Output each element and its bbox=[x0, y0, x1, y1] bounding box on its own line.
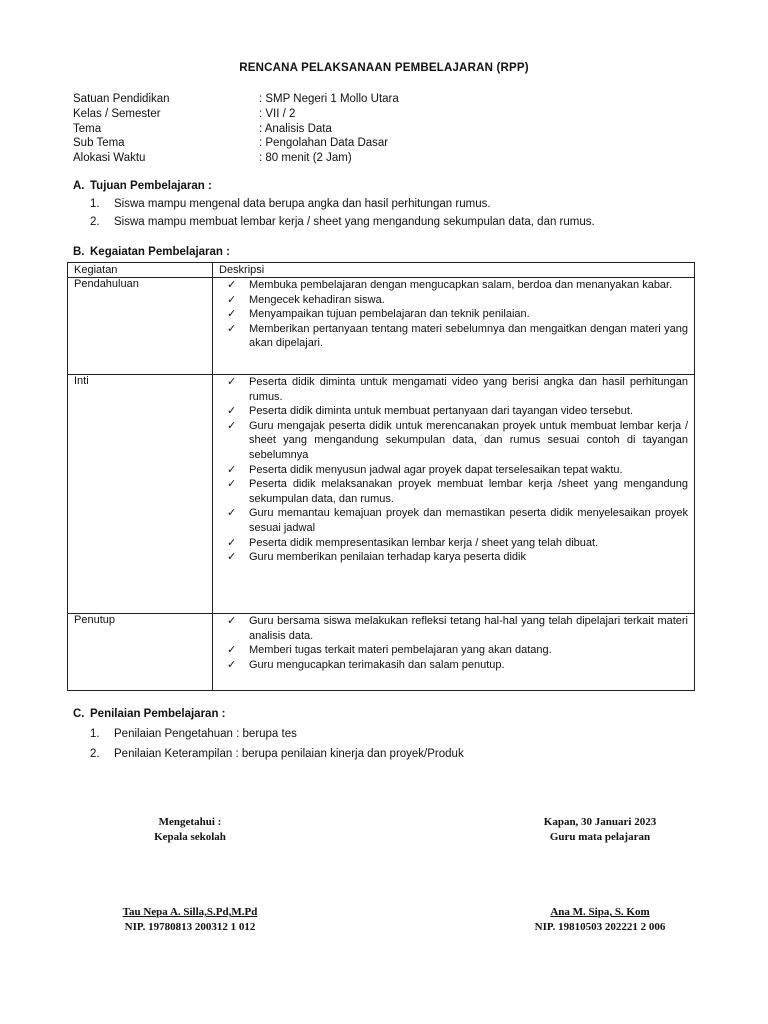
item-text: Peserta didik diminta untuk membuat pertanyaan dari tayangan video tersebut. bbox=[249, 405, 634, 418]
section-title: Kegaiatan Pembelajaran : bbox=[90, 246, 230, 258]
checkmark-icon: ✓ bbox=[227, 550, 237, 564]
item-number: 2. bbox=[90, 216, 100, 228]
section-title: Penilaian Pembelajaran : bbox=[90, 708, 226, 720]
list-item bbox=[219, 643, 688, 658]
section-title: Tujuan Pembelajaran : bbox=[90, 180, 212, 192]
identity-row bbox=[73, 107, 713, 122]
identity-row bbox=[73, 122, 713, 137]
section-b-heading bbox=[73, 246, 230, 258]
table-header-row bbox=[68, 263, 695, 278]
checkmark-icon: ✓ bbox=[227, 278, 237, 291]
list-item bbox=[219, 506, 688, 535]
item-number: 1. bbox=[90, 728, 100, 740]
signature-right-header bbox=[490, 815, 710, 845]
item-text: Memberi tugas terkait materi pembelajaran yang akan datang. bbox=[249, 644, 552, 657]
identity-label: Tema bbox=[73, 122, 102, 135]
item-text: Siswa mampu mengenal data berupa angka dan hasil perhitungan rumus. bbox=[114, 198, 491, 210]
identity-value: : SMP Negeri 1 Mollo Utara bbox=[259, 93, 399, 105]
identity-value: : 80 menit (2 Jam) bbox=[259, 152, 352, 165]
item-text: Peserta didik mempresentasikan lembar kerja / sheet yang telah dibuat. bbox=[249, 536, 599, 549]
checkmark-icon: ✓ bbox=[227, 477, 237, 491]
item-text: Peserta didik diminta untuk mengamati video yang berisi angka dan hasil perhitungan rumus. bbox=[249, 376, 688, 403]
document-title: RENCANA PELAKSANAAN PEMBELAJARAN (RPP) bbox=[239, 62, 529, 74]
checkmark-icon: ✓ bbox=[227, 418, 237, 432]
item-text: Menyampaikan tujuan pembelajaran dan teknik penilaian. bbox=[249, 308, 530, 321]
item-text: Memberikan pertanyaan tentang materi sebelumnya dan mengaitkan dengan materi yang akan dipelajari. bbox=[249, 322, 688, 350]
item-text: Guru mengucapkan terimakasih dan salam penutup. bbox=[249, 658, 505, 671]
signature-left-header bbox=[90, 815, 290, 845]
list-item bbox=[219, 463, 688, 478]
item-text: Penilaian Keterampilan : berupa penilaian kinerja dan proyek/Produk bbox=[114, 748, 464, 760]
column-header: Kegiatan bbox=[68, 263, 213, 278]
identity-label: Kelas / Semester bbox=[73, 107, 161, 120]
checkmark-icon: ✓ bbox=[227, 375, 237, 388]
signature-role: Kepala sekolah bbox=[154, 831, 226, 843]
penilaian-list bbox=[90, 724, 710, 764]
item-text: Siswa mampu membuat lembar kerja / sheet yang mengandung sekumpulan data, dan rumus. bbox=[114, 216, 595, 228]
signer-nip: NIP. 19780813 200312 1 012 bbox=[124, 921, 256, 933]
identity-row bbox=[73, 151, 713, 166]
list-item bbox=[90, 744, 710, 764]
signature-left-name bbox=[70, 905, 310, 935]
checkmark-icon: ✓ bbox=[227, 462, 237, 476]
identity-value: : VII / 2 bbox=[259, 107, 296, 120]
checkmark-icon: ✓ bbox=[227, 307, 237, 321]
deskripsi-cell bbox=[213, 278, 695, 375]
checkmark-icon: ✓ bbox=[227, 321, 237, 335]
item-text: Guru mengajak peserta didik untuk merencanakan proyek untuk membuat lembar kerja / sheet yang mengandung sekumpulan data, dan rumus sesuai contoh di tayangan sebelumnya bbox=[249, 419, 688, 461]
table-row bbox=[68, 614, 695, 691]
table-row bbox=[68, 278, 695, 375]
item-text: Peserta didik melaksanakan proyek membuat lembar kerja /sheet yang mengandung sekumpulan data, dan rumus. bbox=[249, 478, 688, 505]
checkmark-icon: ✓ bbox=[227, 404, 237, 418]
list-item bbox=[219, 550, 688, 565]
kegiatan-cell: Pendahuluan bbox=[68, 278, 213, 375]
list-item bbox=[219, 278, 688, 293]
signature-role: Guru mata pelajaran bbox=[549, 831, 651, 843]
signer-name: Tau Nepa A. Silla,S.Pd,M.Pd bbox=[122, 906, 258, 918]
checkmark-icon: ✓ bbox=[227, 657, 237, 671]
table-row bbox=[68, 375, 695, 614]
section-letter: C. bbox=[73, 708, 85, 720]
column-header: Deskripsi bbox=[213, 263, 695, 278]
deskripsi-cell bbox=[213, 614, 695, 691]
signature-right-name bbox=[480, 905, 720, 935]
list-item bbox=[219, 404, 688, 419]
identity-block bbox=[73, 92, 713, 166]
list-item bbox=[90, 724, 710, 744]
list-item bbox=[90, 195, 710, 213]
section-a-heading bbox=[73, 180, 212, 192]
checkmark-icon: ✓ bbox=[227, 643, 237, 657]
list-item bbox=[219, 322, 688, 351]
list-item bbox=[219, 293, 688, 308]
list-item bbox=[219, 477, 688, 506]
checkmark-icon: ✓ bbox=[227, 506, 237, 520]
checkmark-icon: ✓ bbox=[227, 614, 237, 627]
identity-row bbox=[73, 136, 713, 151]
identity-row bbox=[73, 92, 713, 107]
item-text: Peserta didik menyusun jadwal agar proyek dapat terselesaikan tepat waktu. bbox=[249, 463, 623, 476]
list-item bbox=[219, 536, 688, 551]
list-item bbox=[219, 658, 688, 673]
item-number: 2. bbox=[90, 748, 100, 760]
identity-label: Satuan Pendidikan bbox=[73, 93, 170, 105]
section-letter: B. bbox=[73, 246, 85, 258]
deskripsi-cell bbox=[213, 375, 695, 614]
checkmark-icon: ✓ bbox=[227, 292, 237, 306]
identity-value: : Analisis Data bbox=[259, 122, 332, 135]
signature-line: Kapan, 30 Januari 2023 bbox=[543, 816, 657, 828]
item-text: Membuka pembelajaran dengan mengucapkan salam, berdoa dan menanyakan kabar. bbox=[249, 279, 673, 291]
kegiatan-cell: Penutup bbox=[68, 614, 213, 691]
item-text: Mengecek kehadiran siswa. bbox=[249, 293, 385, 306]
item-text: Guru memantau kemajuan proyek dan memastikan peserta didik menyelesaikan proyek sesuai jadwal bbox=[249, 507, 688, 534]
list-item bbox=[219, 614, 688, 643]
signer-name: Ana M. Sipa, S. Kom bbox=[550, 906, 650, 918]
signer-nip: NIP. 19810503 202221 2 006 bbox=[534, 921, 666, 933]
identity-label: Sub Tema bbox=[73, 137, 125, 150]
section-c-heading bbox=[73, 708, 226, 720]
identity-value: : Pengolahan Data Dasar bbox=[259, 137, 389, 150]
item-text: Penilaian Pengetahuan : berupa tes bbox=[114, 728, 297, 740]
item-text: Guru memberikan penilaian terhadap karya peserta didik bbox=[249, 551, 526, 564]
tujuan-list bbox=[90, 195, 710, 231]
kegiatan-table bbox=[67, 262, 695, 691]
checkmark-icon: ✓ bbox=[227, 535, 237, 549]
item-text: Guru bersama siswa melakukan refleksi tetang hal-hal yang telah dipelajari terkait materi analisis data. bbox=[249, 615, 688, 642]
signature-line: Mengetahui : bbox=[158, 816, 222, 828]
list-item bbox=[219, 375, 688, 404]
item-number: 1. bbox=[90, 198, 100, 210]
section-letter: A. bbox=[73, 180, 85, 192]
kegiatan-cell: Inti bbox=[68, 375, 213, 614]
identity-label: Alokasi Waktu bbox=[73, 152, 146, 165]
list-item bbox=[90, 213, 710, 231]
list-item bbox=[219, 307, 688, 322]
list-item bbox=[219, 419, 688, 463]
